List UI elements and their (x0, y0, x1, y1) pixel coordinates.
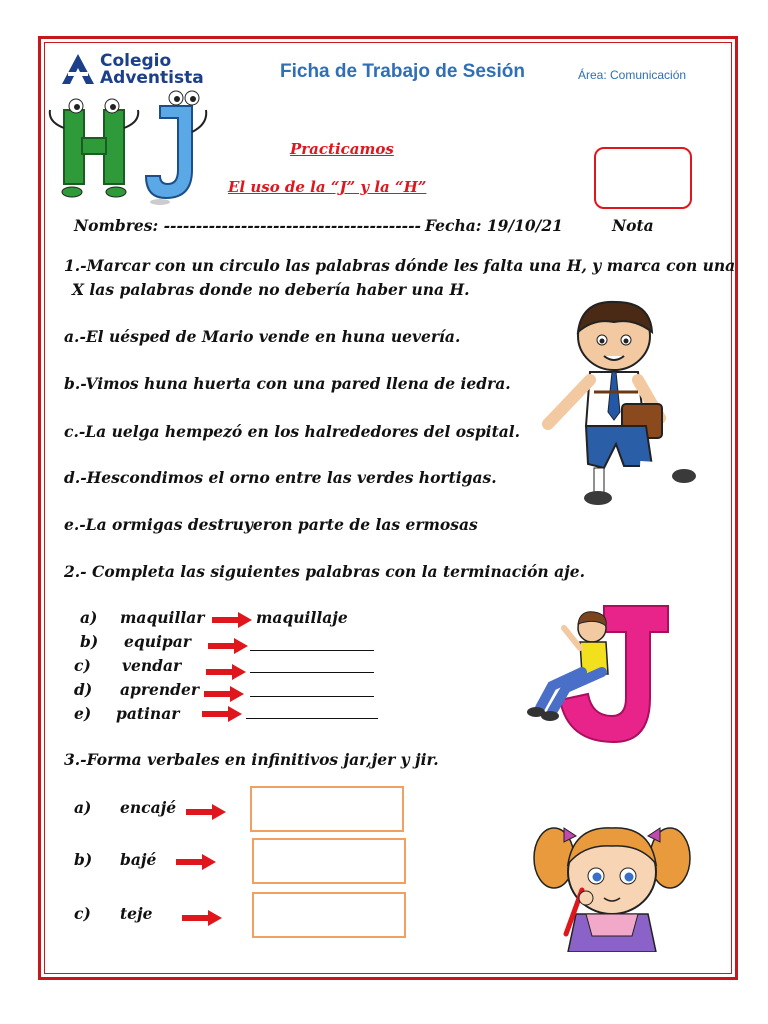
letter-j-character (146, 91, 206, 205)
item2-a-letter: a) (80, 608, 98, 627)
arrow-icon (202, 706, 242, 722)
page-title: Ficha de Trabajo de Sesión (280, 61, 525, 82)
answer-box-b[interactable] (252, 838, 406, 884)
item3-a-letter: a) (74, 798, 92, 817)
arrow-icon (186, 804, 226, 820)
item2-c-word: vendar (122, 656, 182, 675)
letter-j-child-illustration (522, 604, 672, 744)
item2-b-answer-blank[interactable] (250, 650, 374, 651)
answer-box-c[interactable] (252, 892, 406, 938)
item3-a-word: encajé (120, 798, 177, 817)
girl-illustration (520, 818, 704, 952)
item2-c-answer-blank[interactable] (250, 672, 374, 673)
item3-c-letter: c) (74, 904, 91, 923)
topic-heading: El uso de la “J” y la “H” (228, 178, 427, 196)
area-label: Área: Comunicación (578, 68, 687, 82)
practice-heading: Practicamos (290, 140, 394, 158)
logo-line1: Colegio (100, 51, 172, 71)
item2-b-word: equipar (124, 632, 191, 651)
hj-letters-illustration (42, 88, 212, 206)
item2-b-letter: b) (80, 632, 99, 651)
answer-box-a[interactable] (250, 786, 404, 832)
logo-line2: Adventista (100, 68, 204, 88)
arrow-icon (182, 910, 222, 926)
nombres-field[interactable]: Nombres: ---------------------------------------- (74, 216, 421, 235)
sentence-e[interactable]: e.-La ormigas destruyeron parte de las ermosas (64, 515, 478, 534)
item3-c-word: teje (120, 904, 153, 923)
grade-box[interactable] (594, 147, 692, 209)
item2-e-letter: e) (74, 704, 92, 723)
section1-instruction-line1: 1.-Marcar con un circulo las palabras dónde les falta una H, y marca con una (64, 256, 736, 275)
schoolboy-illustration (534, 296, 700, 512)
item2-d-letter: d) (74, 680, 93, 699)
date-label: Fecha: 19/10/21 (425, 216, 563, 235)
sentence-a[interactable]: a.-El uésped de Mario vende en huna uevería. (64, 327, 461, 346)
sentence-d[interactable]: d.-Hescondimos el orno entre las verdes hortigas. (64, 468, 497, 487)
section3-instruction: 3.-Forma verbales en infinitivos jar,jer y jir. (64, 750, 439, 769)
arrow-icon (206, 664, 246, 680)
item2-e-answer-blank[interactable] (246, 718, 378, 719)
arrow-icon (212, 612, 252, 628)
sentence-c[interactable]: c.-La uelga hempezó en los halrededores del ospital. (64, 422, 521, 441)
section1-instruction-line2: X las palabras donde no debería haber una H. (72, 280, 470, 299)
item3-b-word: bajé (120, 850, 157, 869)
item2-e-word: patinar (116, 704, 180, 723)
item2-a-answer[interactable]: maquillaje (256, 608, 348, 627)
item2-d-answer-blank[interactable] (250, 696, 374, 697)
nota-label: Nota (612, 216, 654, 235)
school-logo-icon (60, 52, 96, 86)
letter-h-character (50, 99, 138, 197)
item3-b-letter: b) (74, 850, 93, 869)
arrow-icon (208, 638, 248, 654)
arrow-icon (204, 686, 244, 702)
sentence-b[interactable]: b.-Vimos huna huerta con una pared llena de iedra. (64, 374, 511, 393)
item2-a-word: maquillar (120, 608, 205, 627)
item2-d-word: aprender (120, 680, 200, 699)
item2-c-letter: c) (74, 656, 91, 675)
section2-instruction: 2.- Completa las siguientes palabras con la terminación aje. (64, 562, 585, 581)
arrow-icon (176, 854, 216, 870)
